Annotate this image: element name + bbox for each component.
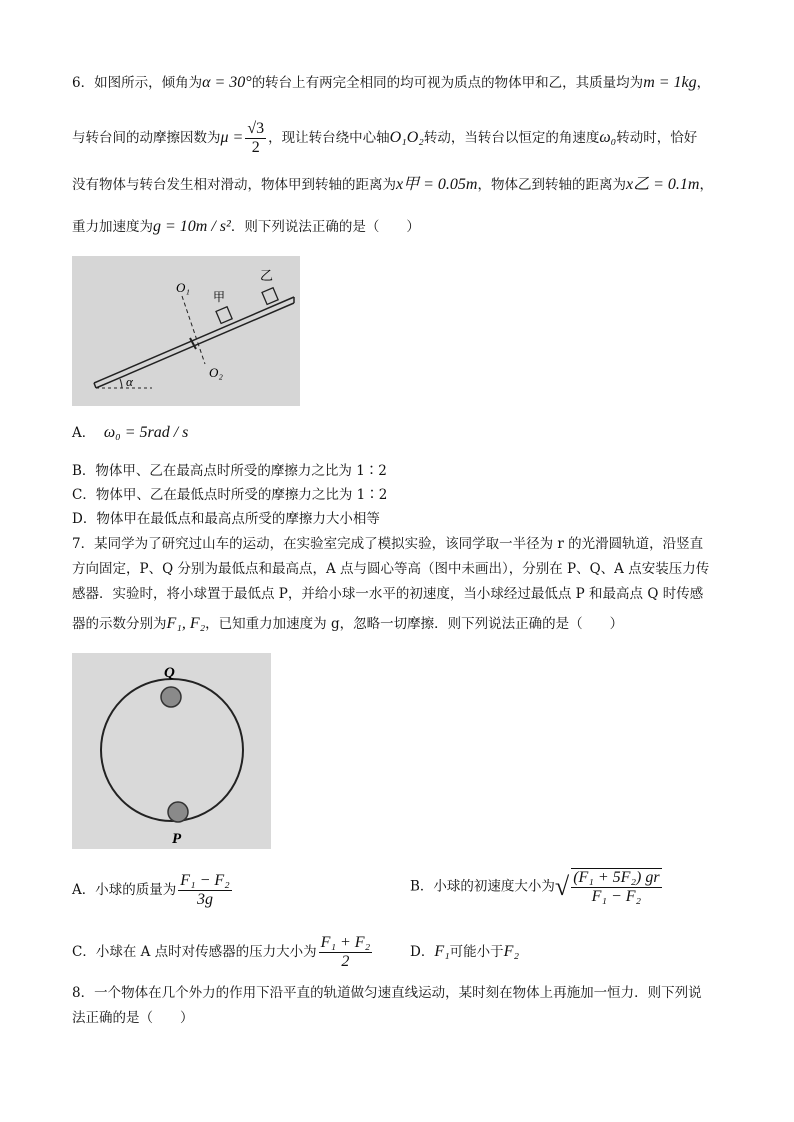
q6-option-c: C．物体甲、乙在最低点时所受的摩擦力之比为 1∶2: [72, 487, 388, 503]
ball-p: [168, 802, 188, 822]
option-b-text: B．小球的初速度大小为: [410, 878, 555, 895]
option-c-text: C．小球在 A 点时对传感器的压力大小为: [72, 944, 317, 960]
fraction-denominator: 3g: [196, 891, 213, 908]
q6-mu-math: μ =: [220, 129, 244, 146]
block-jia: [216, 307, 232, 324]
q6-line-4: [72, 217, 420, 237]
q6-incline-diagram: [72, 256, 300, 406]
q6-text: 转动，当转台以恒定的角速度: [423, 130, 600, 146]
q6-figure: [72, 256, 300, 406]
q6-mu-denominator: 2: [251, 139, 260, 156]
platform-top-edge: [94, 297, 294, 383]
q6-alpha-math: α = 30°: [202, 74, 252, 91]
q6-text: ，: [696, 75, 711, 91]
q6-text: ．则下列说法正确的是（ ）: [230, 219, 420, 235]
option-d-text: 可能小于: [449, 944, 504, 960]
q6-omega-math: ω₀: [599, 129, 617, 146]
ball-q: [161, 687, 181, 707]
q6-xyi-math: x乙 = 0.1m: [625, 176, 700, 193]
fraction-denominator: F₁ − F₂: [591, 888, 642, 905]
q6-text: 转动时，恰好: [616, 130, 698, 146]
q6-line-2: [72, 120, 697, 157]
label-o2: O₂: [209, 365, 223, 380]
q6-text: ，: [699, 177, 713, 193]
platform-end: [94, 383, 96, 388]
option-c-fraction: [319, 934, 372, 971]
q6-mu-numerator: √3: [247, 120, 265, 137]
q6-text: 没有物体与转台发生相对滑动，物体甲到转轴的距离为: [72, 177, 396, 193]
q6-text: ，物体乙到转轴的距离为: [477, 177, 626, 193]
q8-line-1: 8．一个物体在几个外力的作用下沿平直的轨道做匀速直线运动，某时刻在物体上再施加一恒力．则下列说: [72, 985, 702, 1001]
label-o1: O₁: [176, 280, 190, 295]
q6-g-math: g = 10m / s²: [153, 218, 231, 235]
q6-option-b: B．物体甲、乙在最高点时所受的摩擦力之比为 1∶2: [72, 463, 387, 479]
fraction-numerator: F₁ − F₂: [180, 872, 230, 889]
q7-line-3: 感器．实验时，将小球置于最低点 P，并给小球一水平的初速度，当小球经过最低点 P 和最高点 Q 时传感: [72, 586, 704, 602]
angle-arc: [120, 379, 122, 388]
q7-option-b: [410, 868, 664, 906]
rotation-axis: [182, 296, 205, 364]
q7-line-4: [72, 614, 623, 634]
q6-text: 的转台上有两完全相同的均可视为质点的物体甲和乙，其质量均为: [251, 75, 644, 91]
q6-line-3: [72, 175, 713, 195]
q7-option-a: [72, 872, 234, 909]
q6-text: 与转台间的动摩擦因数为: [72, 130, 221, 146]
option-d-f2: F₂: [503, 943, 520, 960]
fraction-denominator: 2: [341, 953, 350, 970]
block-yi: [262, 288, 278, 305]
q6-line-1: [72, 73, 710, 93]
q7-option-c: [72, 934, 374, 971]
label-jia: 甲: [213, 290, 226, 304]
q8-line-2: 法正确的是（ ）: [72, 1010, 194, 1026]
option-a-math: ω₀ = 5rad / s: [103, 424, 189, 441]
q6-axis-math: O₁O₂: [389, 129, 424, 146]
q6-xjia-math: x甲 = 0.05m: [396, 176, 478, 193]
q6-mu-fraction: [245, 120, 266, 157]
q7-line-1: 7．某同学为了研究过山车的运动，在实验室完成了模拟实验，该同学取一半径为 r 的光滑圆轨道，沿竖直: [72, 536, 704, 552]
q6-option-a: [72, 423, 188, 443]
q7-figure: [72, 653, 271, 849]
option-a-fraction: [178, 872, 231, 909]
q7-text: ，已知重力加速度为 g，忽略一切摩擦．则下列说法正确的是（ ）: [205, 616, 624, 632]
option-a-text: A．小球的质量为: [72, 882, 177, 898]
fraction-numerator: F₁ + F₂: [320, 934, 371, 951]
q7-option-d: [410, 942, 519, 962]
q6-text: 重力加速度为: [72, 219, 153, 235]
label-yi: 乙: [260, 269, 274, 284]
label-p: P: [172, 831, 182, 847]
option-d-text: D．: [410, 944, 435, 960]
option-b-fraction: [571, 868, 661, 906]
q7-text: 器的示数分别为: [72, 616, 167, 632]
option-a-label: A．: [72, 425, 96, 441]
label-alpha: α: [126, 374, 133, 389]
label-q: Q: [164, 665, 175, 681]
option-d-f1: F₁: [434, 943, 450, 960]
q6-mass-math: m = 1kg: [643, 74, 697, 91]
sqrt-sign: √: [554, 872, 570, 901]
q7-loop-diagram: [72, 653, 271, 849]
q7-line-2: 方向固定，P、Q 分别为最低点和最高点，A 点与圆心等高（图中未画出），分别在 P、Q、A 点安装压力传: [72, 561, 710, 577]
fraction-numerator: (F₁ + 5F₂) gr: [573, 869, 660, 886]
q7-forces-math: F₁, F₂: [166, 615, 206, 632]
q6-text: ，现让转台绕中心轴: [268, 130, 390, 146]
q6-option-d: D．物体甲在最低点和最高点所受的摩擦力大小相等: [72, 511, 380, 527]
q6-text: 6．如图所示，倾角为: [72, 75, 203, 91]
